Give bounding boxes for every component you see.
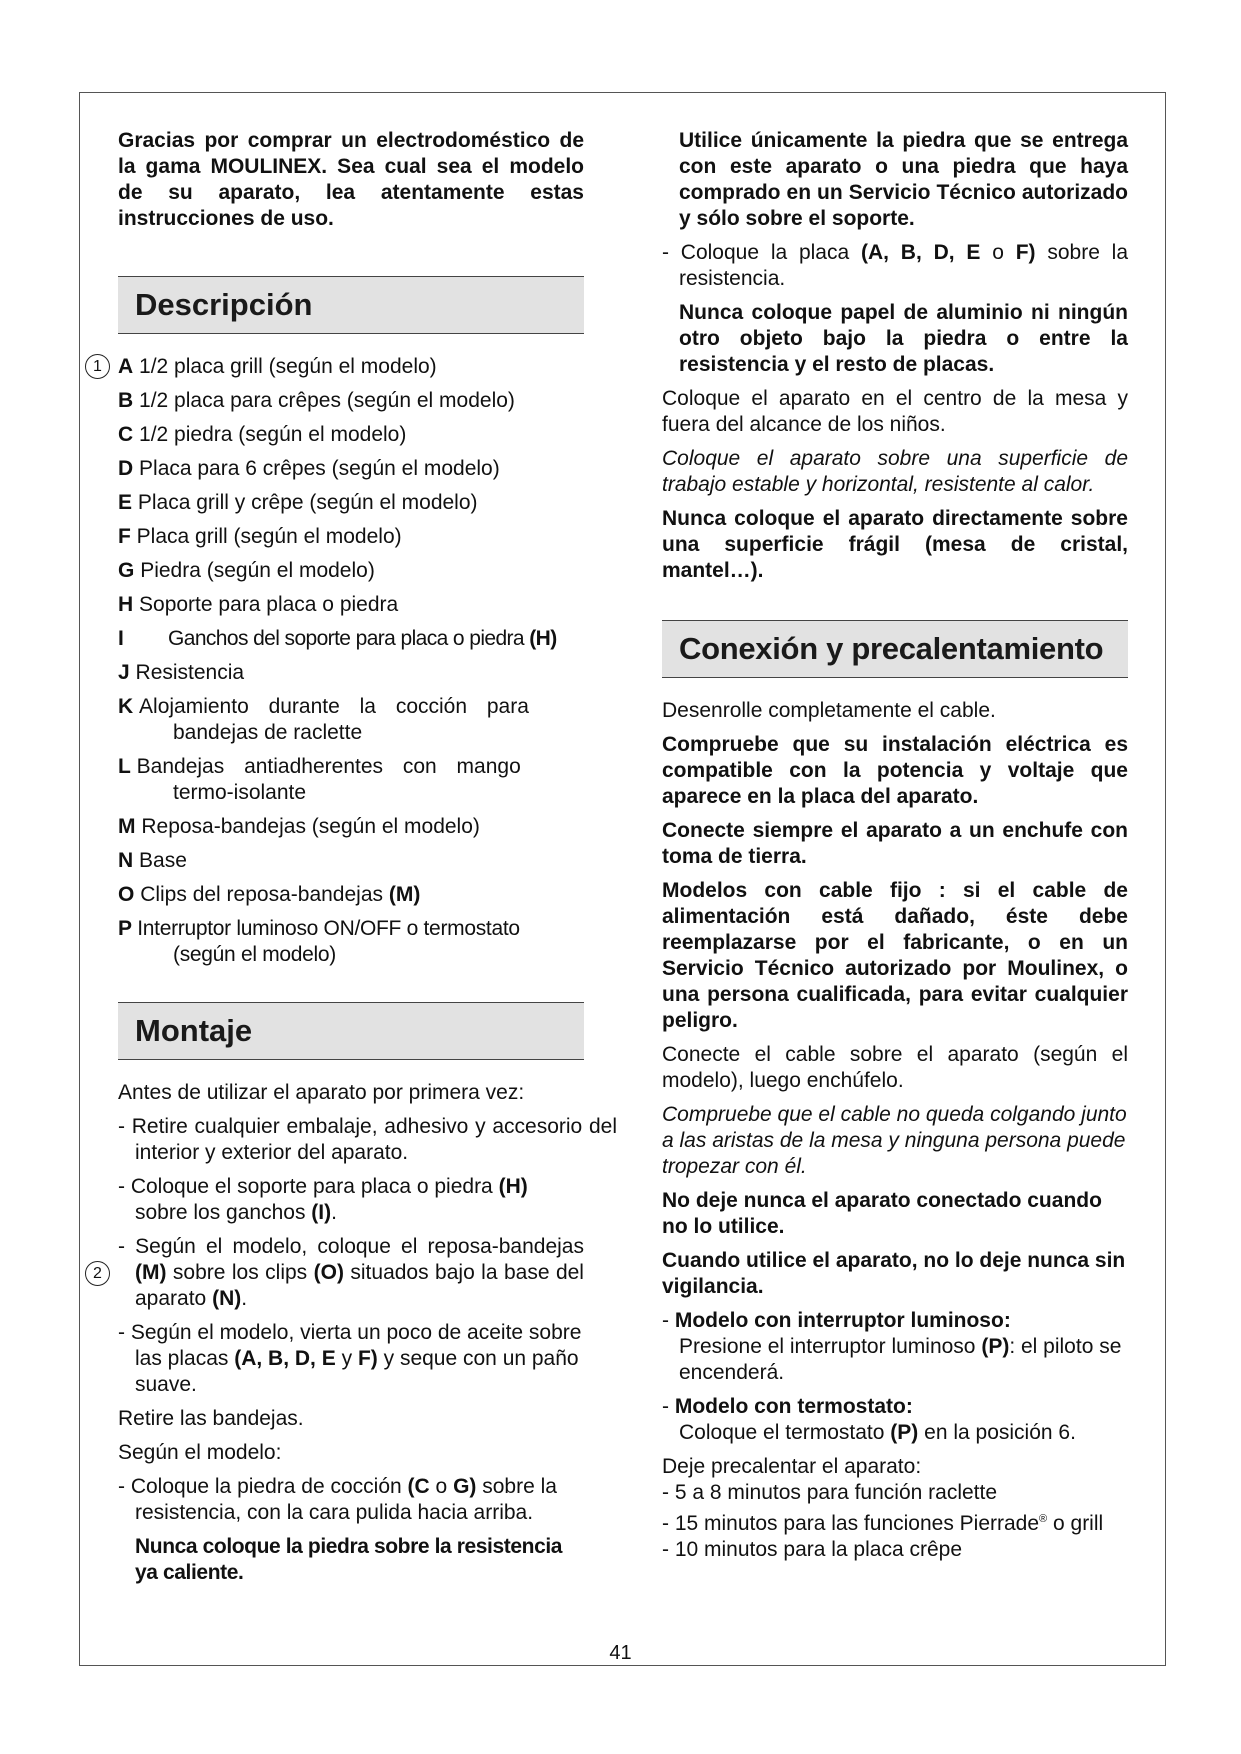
figure-marker-1: 1 bbox=[85, 354, 110, 379]
intro-text: Gracias por comprar un electrodoméstico de la gama MOULINEX. Sea cual sea el modelo de su aparato, lea atentamente estas instrucciones de uso. bbox=[118, 129, 584, 230]
montaje-step-1: - Retire cualquier embalaje, adhesivo y accesorio del interior y exterior del aparato. bbox=[118, 1115, 617, 1164]
conecte-cable-text: Conecte el cable sobre el aparato (según el modelo), luego enchúfelo. bbox=[662, 1043, 1128, 1092]
utilice-text: Utilice únicamente la piedra que se entrega con este aparato o una piedra que haya comprado en un Servicio Técnico autorizado y sólo sobre el soporte. bbox=[679, 129, 1128, 230]
montaje-step-2: - Coloque el soporte para placa o piedra (H) sobre los ganchos (I). bbox=[118, 1175, 528, 1224]
figure-marker-2: 2 bbox=[85, 1261, 110, 1286]
list-item: G Piedra (según el modelo) bbox=[118, 559, 375, 582]
montaje-step-5: - Coloque la piedra de cocción (C o G) sobre la resistencia, con la cara pulida hacia arriba. bbox=[118, 1475, 557, 1524]
montaje-warning: Nunca coloque la piedra sobre la resistencia ya caliente. bbox=[135, 1535, 563, 1584]
page-number: 41 bbox=[609, 1642, 632, 1664]
centro-text: Coloque el aparato en el centro de la mesa y fuera del alcance de los niños. bbox=[662, 387, 1128, 436]
montaje-step-4: - Según el modelo, vierta un poco de aceite sobre las placas (A, B, D, E y F) y seque con un paño suave. bbox=[118, 1321, 582, 1396]
time-3: - 10 minutos para la placa crêpe bbox=[662, 1538, 962, 1561]
precalentar-text: Deje precalentar el aparato: bbox=[662, 1455, 922, 1478]
list-item: F Placa grill (según el modelo) bbox=[118, 525, 402, 548]
colgando-text: Compruebe que el cable no queda colgando junto a las aristas de la mesa y ninguna persona puede tropezar con él. bbox=[662, 1103, 1127, 1178]
list-item: M Reposa-bandejas (según el modelo) bbox=[118, 815, 480, 838]
modelo-termostato: - Modelo con termostato: Coloque el termostato (P) en la posición 6. bbox=[662, 1395, 1076, 1444]
section-descripcion-title: Descripción bbox=[118, 276, 584, 334]
vigilancia-text: Cuando utilice el aparato, no lo deje nunca sin vigilancia. bbox=[662, 1249, 1126, 1298]
list-item: L Bandejas antiadherentes con mango termo-isolante bbox=[118, 755, 521, 804]
placa-step: - Coloque la placa (A, B, D, E o F) sobre la resistencia. bbox=[662, 241, 1129, 290]
list-item: B 1/2 placa para crêpes (según el modelo) bbox=[118, 389, 515, 412]
desenrolle-text: Desenrolle completamente el cable. bbox=[662, 699, 996, 722]
list-item: P Interruptor luminoso ON/OFF o termostato (según el modelo) bbox=[118, 917, 520, 966]
no-deje-text: No deje nunca el aparato conectado cuando no lo utilice. bbox=[662, 1189, 1102, 1238]
compruebe-text: Compruebe que su instalación eléctrica es compatible con la potencia y voltaje que aparece en la placa del aparato. bbox=[662, 733, 1128, 808]
left-column bbox=[93, 128, 617, 1594]
list-item: H Soporte para placa o piedra bbox=[118, 593, 399, 616]
list-item: N Base bbox=[118, 849, 187, 872]
right-column bbox=[662, 128, 1128, 1563]
list-item: E Placa grill y crêpe (según el modelo) bbox=[118, 491, 478, 514]
list-item: I Ganchos del soporte para placa o piedra (H) bbox=[118, 627, 557, 650]
list-item: J Resistencia bbox=[118, 661, 245, 684]
montaje-retire: Retire las bandejas. bbox=[118, 1407, 304, 1430]
section-conexion-title: Conexión y precalentamiento bbox=[662, 620, 1128, 678]
section-montaje-title: Montaje bbox=[118, 1002, 584, 1060]
list-item: K Alojamiento durante la cocción para bandejas de raclette bbox=[118, 695, 529, 744]
montaje-segun: Según el modelo: bbox=[118, 1441, 282, 1464]
modelos-cable-text: Modelos con cable fijo : si el cable de alimentación está dañado, éste debe reemplazarse por el fabricante, o en un Servicio Técnico autorizado por Moulinex, o una persona cualificada, para evitar cualquier peligro. bbox=[662, 879, 1128, 1032]
list-item: O Clips del reposa-bandejas (M) bbox=[118, 883, 421, 906]
time-1: - 5 a 8 minutos para función raclette bbox=[662, 1481, 998, 1504]
superficie-text: Coloque el aparato sobre una superficie de trabajo estable y horizontal, resistente al calor. bbox=[662, 447, 1128, 496]
list-item: C 1/2 piedra (según el modelo) bbox=[118, 423, 407, 446]
description-list bbox=[93, 354, 584, 968]
nunca-papel-warning: Nunca coloque papel de aluminio ni ningún otro objeto bajo la piedra o entre la resistencia y el resto de placas. bbox=[679, 301, 1128, 376]
conecte-tierra-text: Conecte siempre el aparato a un enchufe con toma de tierra. bbox=[662, 819, 1128, 868]
time-2: - 15 minutos para las funciones Pierrade® o grill bbox=[662, 1512, 1104, 1535]
montaje-before: Antes de utilizar el aparato por primera vez: bbox=[118, 1081, 525, 1104]
montaje-step-3: 2 - Según el modelo, coloque el reposa-bandejas (M) sobre los clips (O) situados bajo la base del aparato (N). bbox=[118, 1234, 584, 1312]
fragil-warning: Nunca coloque el aparato directamente sobre una superficie frágil (mesa de cristal, mantel…). bbox=[662, 507, 1128, 582]
modelo-interruptor: - Modelo con interruptor luminoso: Presione el interruptor luminoso (P): el piloto se encenderá. bbox=[662, 1309, 1122, 1384]
list-item: D Placa para 6 crêpes (según el modelo) bbox=[118, 457, 500, 480]
list-item: A 1/2 placa grill (según el modelo) bbox=[118, 355, 437, 378]
